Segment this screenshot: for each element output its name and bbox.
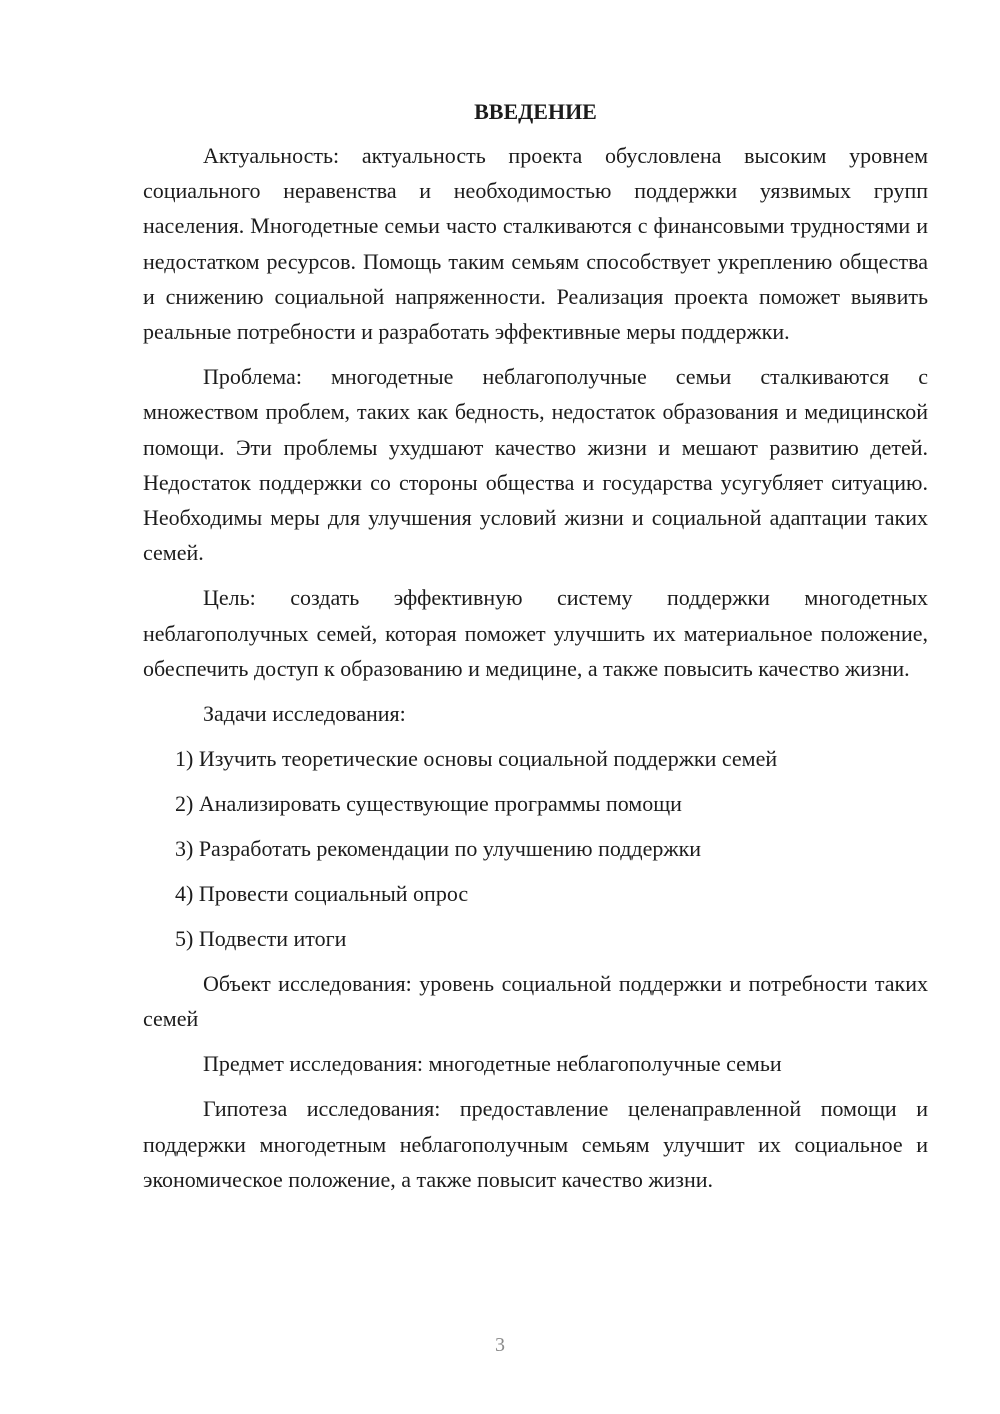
list-item: 2) Анализировать существующие программы помощи [175, 791, 682, 817]
goal-paragraph: Цель: создать эффективную систему поддержки многодетных неблагополучных семей, которая поможет улучшить их материальное положение, обеспечить доступ к образованию и медицине, а также повысить качество жизни. [143, 585, 928, 681]
list-item: 3) Разработать рекомендации по улучшению поддержки [175, 836, 702, 862]
object-paragraph: Объект исследования: уровень социальной поддержки и потребности таких семей [143, 971, 928, 1032]
hypothesis-paragraph: Гипотеза исследования: предоставление целенаправленной помощи и поддержки многодетным неблагополучным семьям улучшит их социальное и экономическое положение, а также повысит качество жизни. [143, 1096, 928, 1192]
subject-paragraph: Предмет исследования: многодетные неблагополучные семьи [203, 1051, 782, 1077]
page-title: ВВЕДЕНИЕ [474, 99, 597, 124]
page-content [143, 94, 928, 1197]
problem-paragraph: Проблема: многодетные неблагополучные семьи сталкиваются с множеством проблем, таких как бедность, недостаток образования и медицинской помощи. Эти проблемы ухудшают качество жизни и мешают развитию детей. Недостаток поддержки со стороны общества и государства усугубляет ситуацию. Необходимы меры для улучшения условий жизни и социальной адаптации таких семей. [143, 364, 928, 566]
tasks-list [143, 741, 928, 956]
list-item: 5) Подвести итоги [175, 926, 347, 952]
page-number: 3 [495, 1334, 505, 1356]
relevance-paragraph: Актуальность: актуальность проекта обусловлена высоким уровнем социального неравенства и необходимостью поддержки уязвимых групп населения. Многодетные семьи часто сталкиваются с финансовыми трудностями и недостатком ресурсов. Помощь таким семьям способствует укреплению общества и снижению социальной напряженности. Реализация проекта поможет выявить реальные потребности и разработать эффективные меры поддержки. [143, 143, 928, 345]
list-item: 4) Провести социальный опрос [175, 881, 469, 907]
list-item: 1) Изучить теоретические основы социальной поддержки семей [175, 746, 778, 772]
tasks-heading: Задачи исследования: [203, 701, 406, 727]
